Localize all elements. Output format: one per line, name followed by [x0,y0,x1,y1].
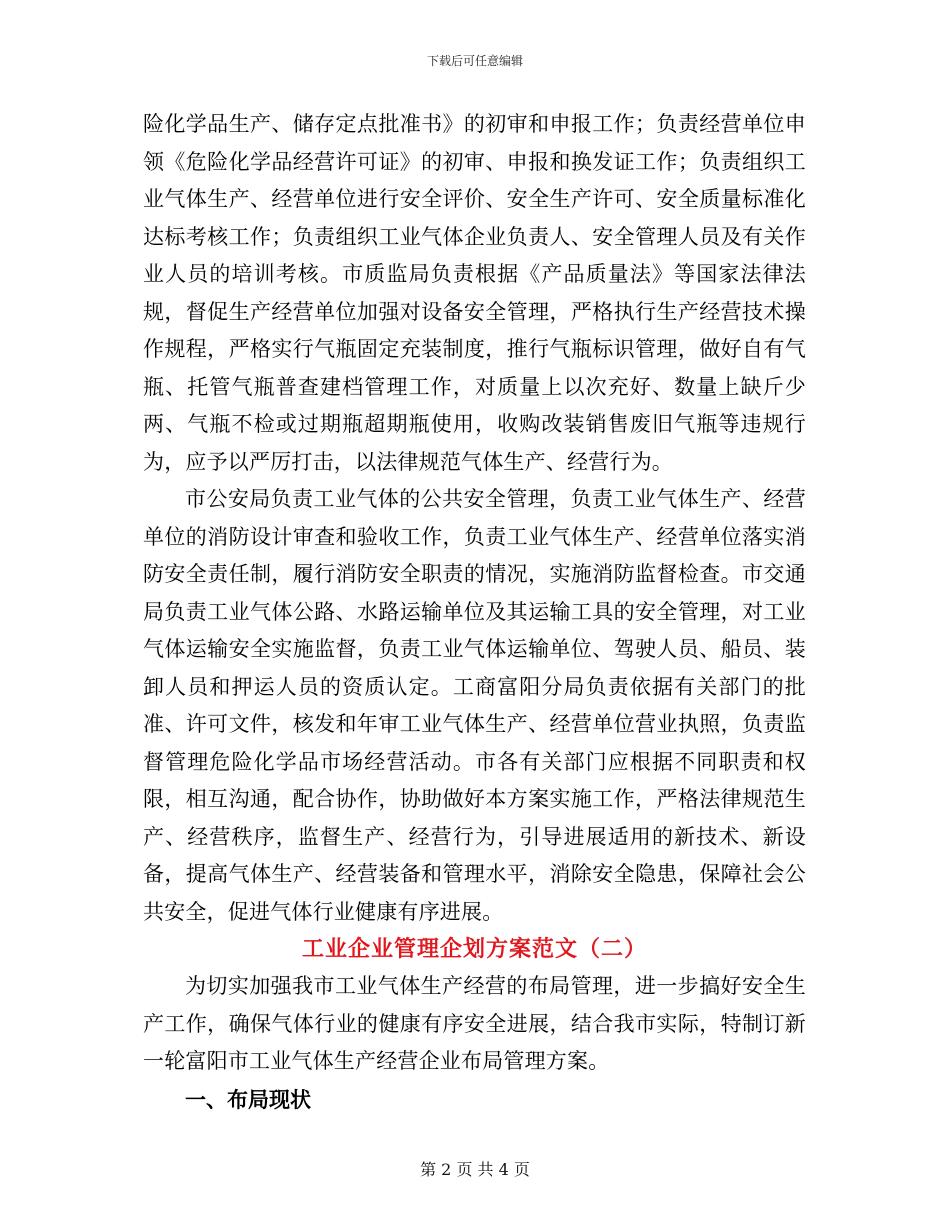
section-title: 工业企业管理企划方案范文（二） [301,936,647,962]
page-footer: 第 2 页 共 4 页 [420,1160,530,1179]
page-header: 下载后可任意编辑 [426,54,523,68]
body-paragraph: 为切实加强我市工业气体生产经营的布局管理，进一步搞好安全生产工作，确保气体行业的健康有序安全进展，结合我市实际，特制订新一轮富阳市工业气体生产经营企业布局管理方案。 [143,974,806,1073]
document-body [143,106,806,1118]
body-paragraph: 市公安局负责工业气体的公共安全管理，负责工业气体生产、经营单位的消防设计审查和验收工作，负责工业气体生产、经营单位落实消防安全责任制，履行消防安全职责的情况，实施消防监督检查。市交通局负责工业气体公路、水路运输单位及其运输工具的安全管理，对工业气体运输安全实施监督，负责工业气体运输单位、驾驶人员、船员、装卸人员和押运人员的资质认定。工商富阳分局负责依据有关部门的批准、许可文件，核发和年审工业气体生产、经营单位营业执照，负责监督管理危险化学品市场经营活动。市各有关部门应根据不同职责和权限，相互沟通，配合协作，协助做好本方案实施工作，严格法律规范生产、经营秩序，监督生产、经营行为，引导进展适用的新技术、新设备，提高气体生产、经营装备和管理水平，消除安全隐患，保障社会公共安全，促进气体行业健康有序进展。 [143,487,806,924]
section-heading: 一、布局现状 [185,1086,311,1112]
body-paragraph: 险化学品生产、储存定点批准书》的初审和申报工作；负责经营单位申领《危险化学品经营许可证》的初审、申报和换发证工作；负责组织工业气体生产、经营单位进行安全评价、安全生产许可、安全质量标准化达标考核工作；负责组织工业气体企业负责人、安全管理人员及有关作业人员的培训考核。市质监局负责根据《产品质量法》等国家法律法规，督促生产经营单位加强对设备安全管理，严格执行生产经营技术操作规程，严格实行气瓶固定充装制度，推行气瓶标识管理，做好自有气瓶、托管气瓶普查建档管理工作，对质量上以次充好、数量上缺斤少两、气瓶不检或过期瓶超期瓶使用，收购改装销售废旧气瓶等违规行为，应予以严厉打击，以法律规范气体生产、经营行为。 [143,112,806,474]
